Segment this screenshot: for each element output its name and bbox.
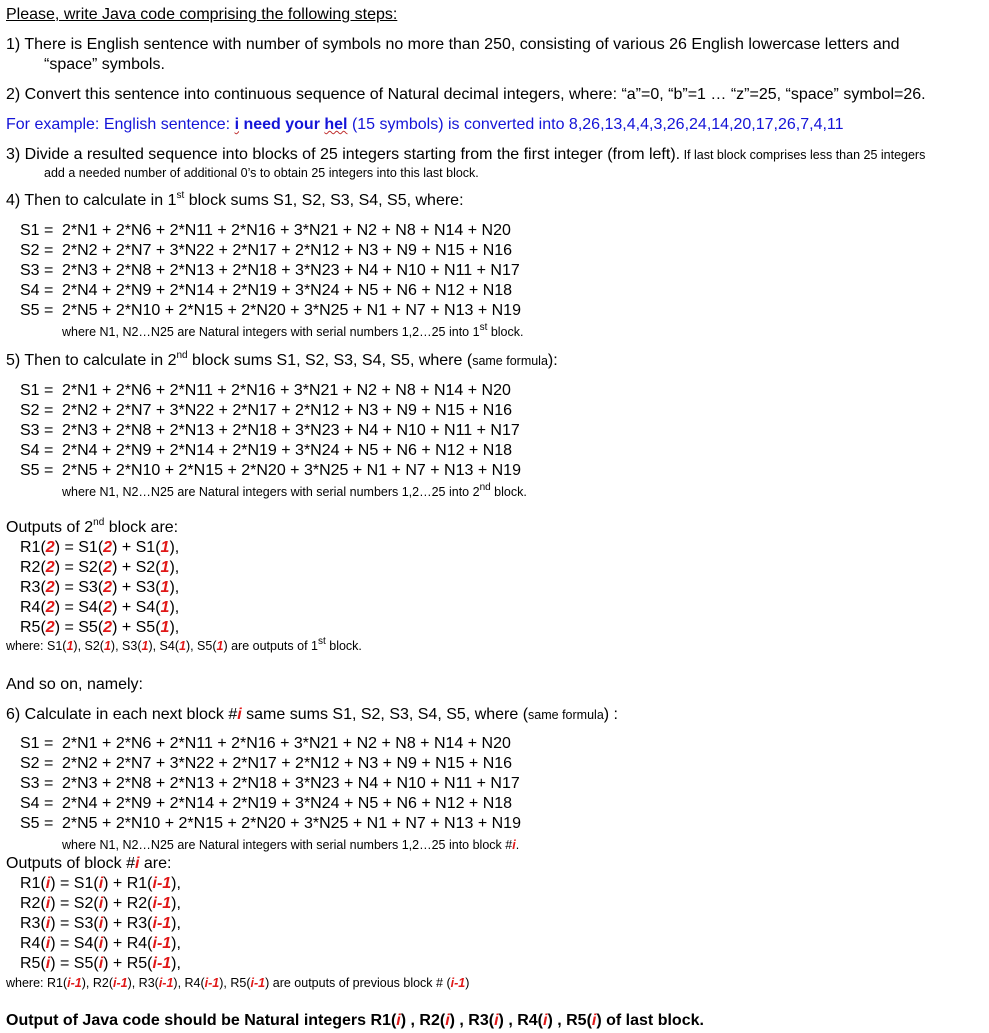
- eq-end: ),: [169, 559, 180, 576]
- outputs2-post: block are:: [104, 519, 179, 536]
- eq-plus: ) + S5(: [112, 619, 161, 636]
- eq-plus: ) + R2(: [103, 895, 153, 912]
- idx: i: [98, 895, 104, 912]
- idx: 1: [160, 539, 170, 556]
- formula-label: S5 =: [20, 302, 54, 319]
- idx: i: [512, 838, 516, 852]
- idx: i: [543, 1012, 548, 1029]
- formula-label: S3 =: [20, 422, 54, 439]
- idx: i: [45, 915, 51, 932]
- w3d: ), S4(: [148, 639, 179, 653]
- where1-pre: where N1, N2…N25 are Natural integers with serial numbers 1,2…25 into 1: [62, 325, 480, 339]
- formula-label: S4 =: [20, 795, 54, 812]
- r-label: R3(: [20, 915, 46, 932]
- eq-mid: ) = S5(: [50, 955, 99, 972]
- where4-pre: where N1, N2…N25 are Natural integers with serial numbers 1,2…25 into block #: [62, 838, 513, 852]
- where2-sup: nd: [479, 481, 491, 493]
- output-row: [20, 895, 181, 913]
- fb: ) , R2(: [400, 1012, 446, 1029]
- w5f: ) are outputs of previous block # (: [265, 976, 451, 990]
- idx: i: [396, 1012, 401, 1029]
- formula-expr: 2*N4 + 2*N9 + 2*N14 + 2*N19 + 3*N24 + N5 + N6 + N12 + N18: [62, 442, 513, 459]
- formula-label: S5 =: [20, 462, 54, 479]
- step6-text: [6, 706, 618, 724]
- formula-label: S2 =: [20, 242, 54, 259]
- r-label: R5(: [20, 955, 46, 972]
- idx: i: [45, 935, 51, 952]
- r-label: R4(: [20, 599, 46, 616]
- formula-label: S4 =: [20, 442, 54, 459]
- eq-mid: ) = S2(: [54, 559, 104, 576]
- eq-end: ),: [171, 915, 181, 932]
- output-row: [20, 915, 181, 933]
- eq-mid: ) = S5(: [54, 619, 104, 636]
- r-label: R1(: [20, 539, 46, 556]
- idx: 1: [160, 579, 170, 596]
- ff: ) of last block.: [596, 1012, 704, 1029]
- formula-label: S1 =: [20, 382, 54, 399]
- formula-label: S3 =: [20, 775, 54, 792]
- output-row: [20, 559, 179, 577]
- example-i: i: [234, 116, 240, 133]
- example-suffix: (15 symbols) is converted into 8,26,13,4,4,3,26,24,14,20,17,26,7,4,11: [347, 116, 844, 133]
- idx: 2: [103, 559, 113, 576]
- idx: i: [98, 875, 104, 892]
- step4-sup: st: [176, 189, 185, 201]
- formula-expr: 2*N1 + 2*N6 + 2*N11 + 2*N16 + 3*N21 + N2 + N8 + N14 + N20: [62, 382, 511, 399]
- w5e: ), R5(: [219, 976, 251, 990]
- formula-expr: 2*N4 + 2*N9 + 2*N14 + 2*N19 + 3*N24 + N5 + N6 + N12 + N18: [62, 282, 513, 299]
- step6-post: same sums S1, S2, S3, S4, S5, where (: [241, 706, 529, 723]
- idx: 1: [160, 619, 170, 636]
- idx: i-1: [152, 915, 172, 932]
- idx: i-1: [152, 895, 172, 912]
- idx: 2: [103, 579, 113, 596]
- formula-label: S2 =: [20, 402, 54, 419]
- eq-mid: ) = S3(: [50, 915, 99, 932]
- output-row: [20, 955, 181, 973]
- outputs2-sup: nd: [93, 516, 105, 528]
- w3a: where: S1(: [6, 639, 67, 653]
- idx: i: [445, 1012, 450, 1029]
- step5-pre: 5) Then to calculate in 2: [6, 352, 177, 369]
- where-block-4: [62, 838, 519, 852]
- idx: i: [134, 855, 140, 872]
- fa: Output of Java code should be Natural integers R1(: [6, 1012, 397, 1029]
- eq-plus: ) + S2(: [112, 559, 161, 576]
- w5b: ), R2(: [81, 976, 113, 990]
- eq-mid: ) = S1(: [50, 875, 99, 892]
- w3e: ), S5(: [185, 639, 217, 653]
- example-prefix: For example: English sentence:: [6, 116, 235, 133]
- step6-pre: 6) Calculate in each next block #: [6, 706, 238, 723]
- idx: 1: [160, 559, 170, 576]
- where-block-3: [6, 635, 362, 653]
- example-sentence: need your: [239, 116, 325, 133]
- where1-post: block.: [487, 325, 524, 339]
- r-label: R5(: [20, 619, 46, 636]
- eq-end: ),: [171, 875, 181, 892]
- where4-end: .: [515, 838, 520, 852]
- eq-plus: ) + R3(: [103, 915, 153, 932]
- outputs2-heading: [6, 516, 179, 537]
- idx: 2: [45, 619, 55, 636]
- formula-expr: 2*N1 + 2*N6 + 2*N11 + 2*N16 + 3*N21 + N2 + N8 + N14 + N20: [62, 735, 511, 752]
- idx: 2: [103, 599, 113, 616]
- idx: i: [45, 895, 51, 912]
- step6-small: same formula: [528, 708, 604, 722]
- idx: i-1: [250, 976, 266, 990]
- eq-end: ),: [169, 579, 180, 596]
- idx: 1: [66, 639, 74, 653]
- eq-mid: ) = S1(: [54, 539, 104, 556]
- eq-plus: ) + R4(: [103, 935, 153, 952]
- where-block-2: [62, 481, 527, 499]
- step1-line2: “space” symbols.: [44, 56, 165, 73]
- formula-label: S5 =: [20, 815, 54, 832]
- eq-plus: ) + S3(: [112, 579, 161, 596]
- formula-expr: 2*N4 + 2*N9 + 2*N14 + 2*N19 + 3*N24 + N5 + N6 + N12 + N18: [62, 795, 513, 812]
- idx: 2: [45, 579, 55, 596]
- idx: i-1: [158, 976, 174, 990]
- formula-expr: 2*N5 + 2*N10 + 2*N15 + 2*N20 + 3*N25 + N1 + N7 + N13 + N19: [62, 462, 521, 479]
- idx: i: [98, 915, 104, 932]
- eq-plus: ) + R5(: [103, 955, 153, 972]
- where-block-1: [62, 321, 524, 339]
- idx: i: [494, 1012, 499, 1029]
- w3sup: st: [317, 635, 326, 647]
- w5c: ), R3(: [127, 976, 159, 990]
- eq-plus: ) + S1(: [112, 539, 161, 556]
- eq-mid: ) = S3(: [54, 579, 104, 596]
- formula-expr: 2*N2 + 2*N7 + 3*N22 + 2*N17 + 2*N12 + N3 + N9 + N15 + N16: [62, 402, 513, 419]
- step5-post: block sums S1, S2, S3, S4, S5, where (: [187, 352, 473, 369]
- where2-pre: where N1, N2…N25 are Natural integers with serial numbers 1,2…25 into 2: [62, 485, 480, 499]
- formula-expr: 2*N3 + 2*N8 + 2*N13 + 2*N18 + 3*N23 + N4 + N10 + N11 + N17: [62, 262, 520, 279]
- formula-label: S2 =: [20, 755, 54, 772]
- page-heading: Please, write Java code comprising the following steps:: [6, 6, 398, 23]
- w5a: where: R1(: [6, 976, 68, 990]
- step5-small: same formula: [472, 354, 548, 368]
- formula-expr: 2*N5 + 2*N10 + 2*N15 + 2*N20 + 3*N25 + N1 + N7 + N13 + N19: [62, 302, 521, 319]
- eq-end: ),: [169, 599, 180, 616]
- step6-end: ) :: [603, 706, 618, 723]
- output-row: [20, 875, 181, 893]
- idx: 1: [141, 639, 149, 653]
- formula-label: S4 =: [20, 282, 54, 299]
- step3-line2: add a needed number of additional 0’s to obtain 25 integers into this last block.: [44, 166, 479, 180]
- eq-end: ),: [169, 539, 180, 556]
- idx: i-1: [152, 935, 172, 952]
- idx: i-1: [450, 976, 466, 990]
- w5d: ), R4(: [173, 976, 205, 990]
- idx: 1: [216, 639, 224, 653]
- idx: 2: [45, 599, 55, 616]
- final-output-statement: [6, 1012, 704, 1030]
- eq-mid: ) = S4(: [54, 599, 104, 616]
- idx: i-1: [67, 976, 82, 990]
- formula-expr: 2*N3 + 2*N8 + 2*N13 + 2*N18 + 3*N23 + N4 + N10 + N11 + N17: [62, 422, 520, 439]
- idx: i: [45, 875, 51, 892]
- where2-post: block.: [490, 485, 527, 499]
- example-line: [6, 116, 844, 134]
- w3g: block.: [325, 639, 362, 653]
- formula-expr: 2*N2 + 2*N7 + 3*N22 + 2*N17 + 2*N12 + N3 + N9 + N15 + N16: [62, 755, 513, 772]
- example-hel: hel: [324, 116, 348, 133]
- formula-label: S1 =: [20, 735, 54, 752]
- eq-end: ),: [171, 955, 181, 972]
- step5-text: [6, 349, 558, 370]
- r-label: R1(: [20, 875, 46, 892]
- idx: 1: [103, 639, 111, 653]
- idx: 2: [103, 539, 113, 556]
- outputs2-pre: Outputs of 2: [6, 519, 94, 536]
- outputs-i-heading: [6, 855, 171, 873]
- output-row: [20, 539, 179, 557]
- idx: 1: [160, 599, 170, 616]
- idx: i-1: [204, 976, 220, 990]
- step4-pre: 4) Then to calculate in 1: [6, 192, 177, 209]
- idx: i: [591, 1012, 597, 1029]
- fe: ) , R5(: [547, 1012, 592, 1029]
- idx: i-1: [112, 976, 128, 990]
- formula-expr: 2*N3 + 2*N8 + 2*N13 + 2*N18 + 3*N23 + N4 + N10 + N11 + N17: [62, 775, 520, 792]
- idx: i-1: [152, 875, 172, 892]
- r-label: R3(: [20, 579, 46, 596]
- formula-expr: 2*N5 + 2*N10 + 2*N15 + 2*N20 + 3*N25 + N1 + N7 + N13 + N19: [62, 815, 521, 832]
- idx: i-1: [152, 955, 172, 972]
- and-so-on: And so on, namely:: [6, 676, 143, 693]
- w3c: ), S3(: [110, 639, 142, 653]
- oi-pre: Outputs of block #: [6, 855, 135, 872]
- step1-line1: 1) There is English sentence with number of symbols no more than 250, consisting of various 26 English lowercase letters and: [6, 36, 900, 53]
- r-label: R2(: [20, 559, 46, 576]
- fc: ) , R3(: [449, 1012, 495, 1029]
- step5-end: ):: [547, 352, 558, 369]
- step5-sup: nd: [176, 349, 188, 361]
- eq-plus: ) + S4(: [112, 599, 161, 616]
- w5g: ): [465, 976, 470, 990]
- formula-expr: 2*N2 + 2*N7 + 3*N22 + 2*N17 + 2*N12 + N3 + N9 + N15 + N16: [62, 242, 513, 259]
- step2-text: 2) Convert this sentence into continuous sequence of Natural decimal integers, where: “a”=0, “b”=1 … “z”=25, “space” symbol=26.: [6, 86, 926, 103]
- eq-end: ),: [169, 619, 180, 636]
- fd: ) , R4(: [498, 1012, 543, 1029]
- output-row: [20, 935, 181, 953]
- output-row: [20, 579, 179, 597]
- w3b: ), S2(: [73, 639, 104, 653]
- output-row: [20, 599, 179, 617]
- r-label: R4(: [20, 935, 46, 952]
- eq-plus: ) + R1(: [103, 875, 153, 892]
- formula-label: S3 =: [20, 262, 54, 279]
- idx: i: [45, 955, 51, 972]
- step3-small: If last block comprises less than 25 integers: [680, 148, 926, 162]
- idx: 2: [45, 559, 55, 576]
- eq-mid: ) = S4(: [50, 935, 99, 952]
- formula-expr: 2*N1 + 2*N6 + 2*N11 + 2*N16 + 3*N21 + N2 + N8 + N14 + N20: [62, 222, 511, 239]
- idx: 1: [179, 639, 186, 653]
- w3f: ) are outputs of 1: [223, 639, 318, 653]
- idx: i: [98, 955, 104, 972]
- r-label: R2(: [20, 895, 46, 912]
- oi-post: are:: [139, 855, 172, 872]
- eq-end: ),: [171, 895, 181, 912]
- where1-sup: st: [479, 321, 488, 333]
- formula-label: S1 =: [20, 222, 54, 239]
- step4-text: [6, 189, 464, 210]
- idx: 2: [103, 619, 113, 636]
- step4-post: block sums S1, S2, S3, S4, S5, where:: [184, 192, 464, 209]
- idx: 2: [45, 539, 55, 556]
- where-block-5: [6, 976, 469, 990]
- step3-main: 3) Divide a resulted sequence into blocks of 25 integers starting from the first integer (from left).: [6, 146, 681, 163]
- output-row: [20, 619, 179, 637]
- eq-mid: ) = S2(: [50, 895, 99, 912]
- eq-end: ),: [171, 935, 181, 952]
- step3-line1: [6, 146, 925, 164]
- idx: i: [98, 935, 104, 952]
- idx: i: [237, 706, 242, 723]
